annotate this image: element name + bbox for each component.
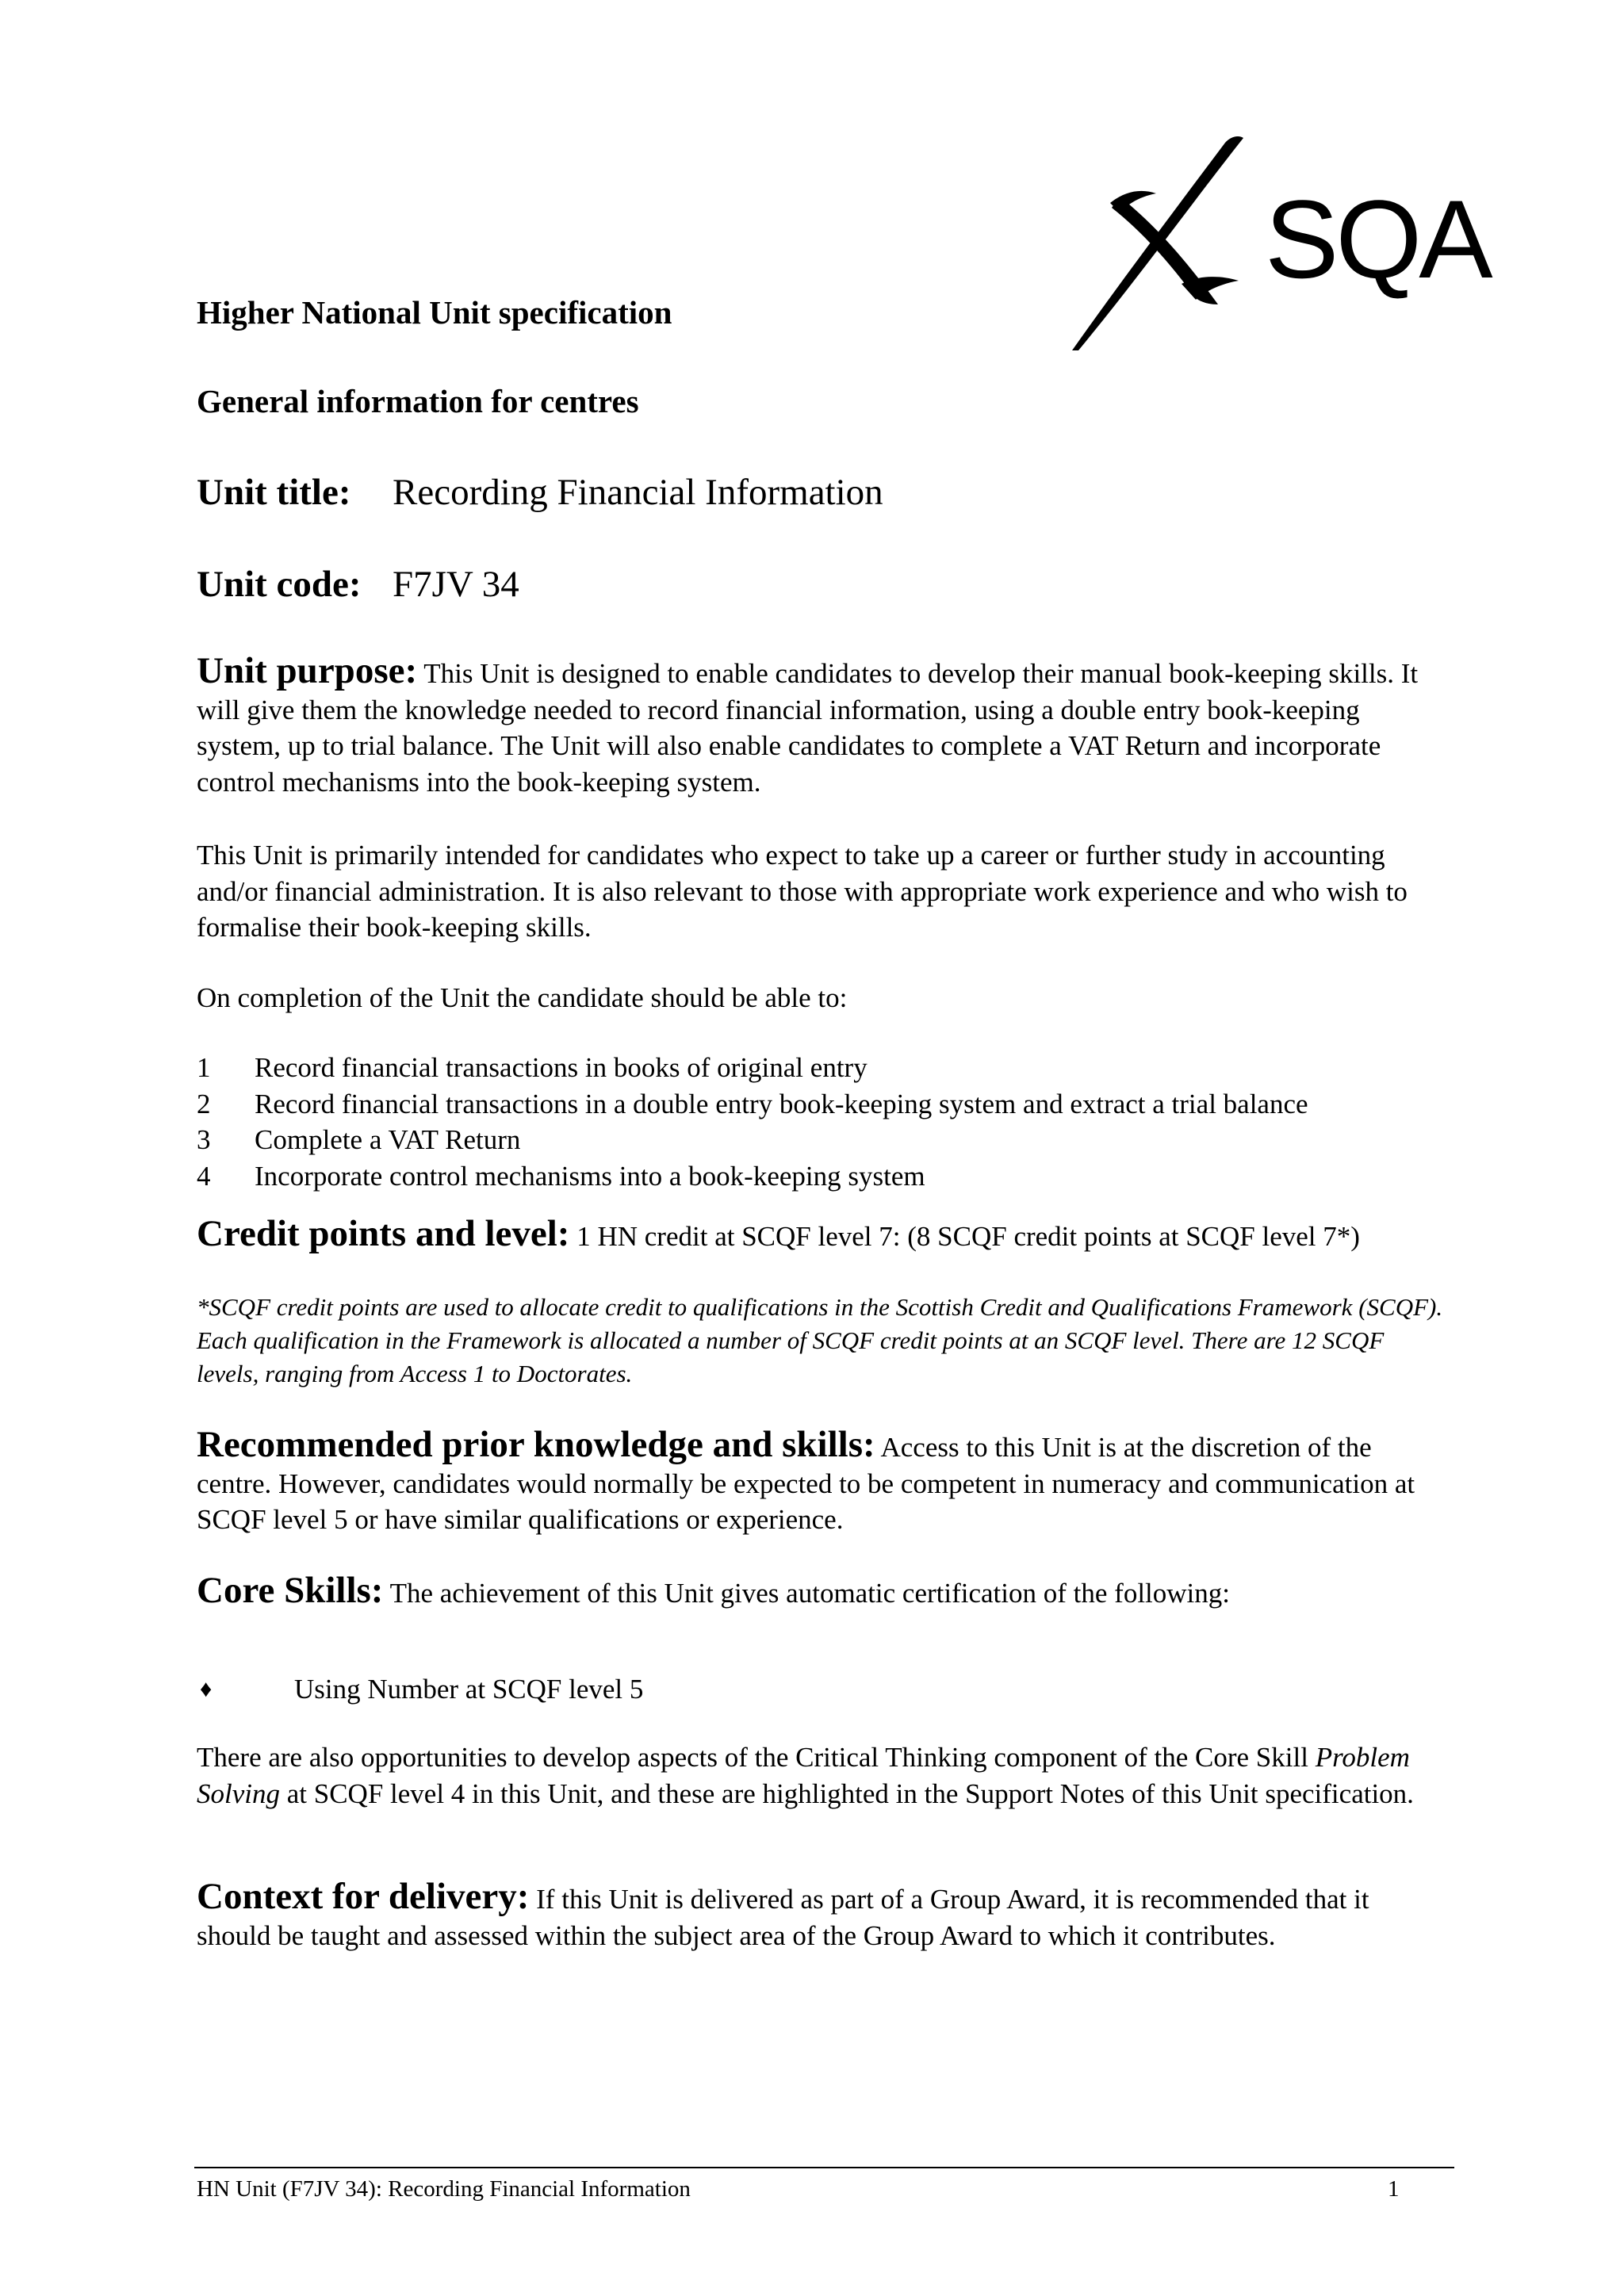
document-heading: Higher National Unit specification: [197, 294, 672, 331]
footer-unit-label: HN Unit (F7JV 34): Recording Financial Information: [197, 2176, 691, 2202]
core-skills-para-before: There are also opportunities to develop aspects of the Critical Thinking component of the Core Skill: [197, 1742, 1308, 1773]
list-item: [197, 1158, 1450, 1195]
credit-points-section: [197, 1213, 1450, 1255]
outcome-text: Record financial transactions in a double entry book-keeping system and extract a trial balance: [255, 1088, 1308, 1119]
outcome-text: Record financial transactions in books of original entry: [255, 1052, 868, 1083]
core-skill-item: Using Number at SCQF level 5: [294, 1674, 644, 1705]
unit-purpose-section: [197, 650, 1450, 800]
prior-knowledge-text: Access to this Unit is at the discretion of the centre. However, candidates would normally be expected to be competent in numeracy and communication at SCQF level 5 or have similar qualifications or experience.: [197, 1432, 1415, 1535]
list-item: [197, 1122, 1450, 1158]
unit-purpose-paragraph-2: This Unit is primarily intended for candidates who expect to take up a career or further study in accounting and/or financial administration. It is also relevant to those with appropriate work experience and who wish to formalise their book-keeping skills.: [197, 840, 1408, 943]
core-skills-para-after: at SCQF level 4 in this Unit, and these are highlighted in the Support Notes of this Unit specification.: [286, 1777, 1414, 1809]
unit-title-label: Unit title:: [197, 472, 351, 513]
outcome-number: 4: [197, 1160, 211, 1192]
core-skills-para-italic: Problem Solving: [197, 1742, 1410, 1809]
outcome-number: 3: [197, 1124, 211, 1155]
scqf-note: *SCQF credit points are used to allocate credit to qualifications in the Scottish Credit and Qualifications Framework (SCQF). Each qualification in the Framework is allocated a number of SCQF credit points at an SCQF level. There are 12 SCQF levels, ranging from Access 1 to Doctorates.: [197, 1293, 1443, 1387]
outcomes-intro: On completion of the Unit the candidate should be able to:: [197, 982, 848, 1013]
footer-divider: [194, 2167, 1454, 2168]
list-item: [197, 1086, 1450, 1123]
outcome-text: Incorporate control mechanisms into a book-keeping system: [255, 1160, 925, 1192]
unit-code-label: Unit code:: [197, 564, 362, 605]
outcome-number: 2: [197, 1088, 211, 1119]
core-skills-paragraph: [197, 1739, 1450, 1812]
credit-points-text: 1 HN credit at SCQF level 7: (8 SCQF credit points at SCQF level 7*): [576, 1221, 1360, 1252]
credit-points-label: Credit points and level:: [197, 1213, 570, 1254]
document-subheading: General information for centres: [197, 383, 639, 419]
unit-purpose-text: This Unit is designed to enable candidates to develop their manual book-keeping skills. It will give them the knowledge needed to record financial information, using a double entry book-keeping system, up to trial balance. The Unit will also enable candidates to complete a VAT Return and incorporate control mechanisms into the book-keeping system.: [197, 658, 1419, 798]
prior-knowledge-label: Recommended prior knowledge and skills:: [197, 1424, 875, 1465]
sqa-wordmark: SQA: [1265, 177, 1490, 301]
outcome-number: 1: [197, 1052, 211, 1083]
core-skills-bullets: [197, 1671, 1450, 1708]
core-skills-text: The achievement of this Unit gives automatic certification of the following:: [389, 1578, 1230, 1609]
unit-title-value: Recording Financial Information: [393, 472, 883, 513]
unit-title-field: [197, 474, 1450, 511]
context-delivery-section: [197, 1876, 1450, 1954]
context-delivery-label: Context for delivery:: [197, 1876, 530, 1917]
prior-knowledge-section: [197, 1424, 1450, 1538]
unit-code-value: F7JV 34: [393, 564, 519, 605]
context-delivery-text: If this Unit is delivered as part of a Group Award, it is recommended that it should be taught and assessed within the subject area of the Group Award to which it contributes.: [197, 1884, 1369, 1951]
unit-purpose-label: Unit purpose:: [197, 650, 418, 691]
list-item: [197, 1671, 1450, 1708]
outcome-text: Complete a VAT Return: [255, 1124, 521, 1155]
outcomes-list: [197, 1050, 1450, 1194]
unit-code-field: [197, 566, 1450, 603]
diamond-bullet-icon: ♦: [200, 1676, 213, 1702]
page-number: 1: [1388, 2176, 1400, 2202]
core-skills-label: Core Skills:: [197, 1570, 384, 1611]
core-skills-section: [197, 1570, 1450, 1612]
list-item: [197, 1050, 1450, 1086]
